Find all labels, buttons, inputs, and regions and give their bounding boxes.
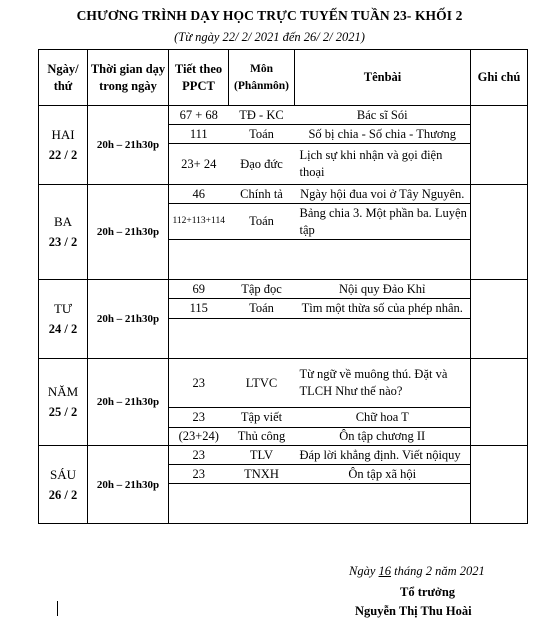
lesson-cell: Bác sĩ Sói bbox=[295, 106, 471, 125]
period-cell: 46 bbox=[169, 185, 229, 204]
period-cell: 23 bbox=[169, 446, 229, 465]
col-header-day: Ngày/ thứ bbox=[39, 50, 88, 106]
lesson-cell: Chữ hoa T bbox=[295, 408, 471, 428]
lesson-cell bbox=[295, 319, 471, 359]
day-cell bbox=[39, 185, 88, 280]
lesson-cell: Nội quy Đảo Khỉ bbox=[295, 280, 471, 299]
subject-cell bbox=[229, 319, 295, 359]
period-cell: 69 bbox=[169, 280, 229, 299]
subject-cell: Toán bbox=[229, 125, 295, 144]
day-date: 24 / 2 bbox=[48, 322, 78, 336]
note-cell bbox=[471, 280, 528, 359]
col-header-period: Tiết theo PPCT bbox=[169, 50, 229, 106]
period-cell: 23 bbox=[169, 359, 229, 408]
day-name: NĂM bbox=[47, 384, 79, 399]
period-cell: 67 + 68 bbox=[169, 106, 229, 125]
time-cell: 20h – 21h30p bbox=[88, 185, 169, 280]
lesson-cell: Ngày hội đua voi ở Tây Nguyên. bbox=[295, 185, 471, 204]
lesson-cell: Ôn tập chương II bbox=[295, 428, 471, 446]
col-header-lesson: Tênbài bbox=[295, 50, 471, 106]
lesson-cell bbox=[295, 240, 471, 280]
time-cell: 20h – 21h30p bbox=[88, 359, 169, 446]
signature-date: Ngày 16 tháng 2 năm 2021 bbox=[349, 564, 485, 578]
period-cell: 111 bbox=[169, 125, 229, 144]
date-range-subtitle: (Từ ngày 22/ 2/ 2021 đến 26/ 2/ 2021) bbox=[174, 30, 365, 44]
table-row bbox=[39, 359, 528, 408]
lesson-cell: Lịch sự khi nhận và gọi điện thoại bbox=[295, 144, 471, 185]
day-name: BA bbox=[53, 214, 73, 229]
table-row bbox=[39, 106, 528, 125]
subject-cell bbox=[229, 484, 295, 524]
day-date: 26 / 2 bbox=[48, 487, 78, 502]
signer-name: Nguyễn Thị Thu Hoài bbox=[355, 604, 472, 618]
period-cell: 115 bbox=[169, 299, 229, 319]
col-header-time: Thời gian dạy trong ngày bbox=[88, 50, 169, 106]
subject-cell: LTVC bbox=[229, 359, 295, 408]
subject-cell bbox=[229, 240, 295, 280]
subject-cell: Đạo đức bbox=[229, 144, 295, 185]
period-cell: (23+24) bbox=[169, 428, 229, 446]
lesson-cell: Ôn tập xã hội bbox=[295, 465, 471, 484]
lesson-cell: Số bị chia - Số chia - Thương bbox=[295, 125, 471, 144]
day-date: 23 / 2 bbox=[48, 235, 78, 249]
table-row bbox=[39, 185, 528, 204]
day-name: TƯ bbox=[53, 301, 73, 316]
lesson-cell: Bảng chia 3. Một phần ba. Luyện tập bbox=[295, 204, 471, 240]
signer-role: Tổ trưởng bbox=[400, 585, 456, 599]
note-cell bbox=[471, 446, 528, 524]
period-cell bbox=[169, 240, 229, 280]
col-header-note: Ghi chú bbox=[471, 50, 528, 106]
subject-cell: Chính tả bbox=[229, 185, 295, 204]
lesson-cell: Từ ngữ về muông thú. Đặt và TLCH Như thế nào? bbox=[295, 359, 471, 408]
time-cell: 20h – 21h30p bbox=[88, 106, 169, 185]
subject-cell: TNXH bbox=[229, 465, 295, 484]
lesson-cell: Tìm một thừa số của phép nhân. bbox=[295, 299, 471, 319]
subject-cell: TĐ - KC bbox=[229, 106, 295, 125]
lesson-cell: Đáp lời khẳng định. Viết nộiquy bbox=[295, 446, 471, 465]
day-cell bbox=[39, 106, 88, 185]
period-cell: 112+113+114 bbox=[169, 204, 229, 240]
period-cell bbox=[169, 484, 229, 524]
day-name: HAI bbox=[51, 127, 75, 142]
note-cell bbox=[471, 185, 528, 280]
time-cell: 20h – 21h30p bbox=[88, 446, 169, 524]
subject-cell: Toán bbox=[229, 204, 295, 240]
period-cell bbox=[169, 319, 229, 359]
text-cursor-mark bbox=[57, 601, 58, 616]
subject-cell: Toán bbox=[229, 299, 295, 319]
period-cell: 23 bbox=[169, 465, 229, 484]
time-cell: 20h – 21h30p bbox=[88, 280, 169, 359]
table-row bbox=[39, 280, 528, 299]
day-cell bbox=[39, 446, 88, 524]
col-header-subject: Môn (Phânmôn) bbox=[229, 50, 295, 106]
subject-cell: Tập đọc bbox=[229, 280, 295, 299]
day-date: 25 / 2 bbox=[48, 405, 78, 419]
note-cell bbox=[471, 359, 528, 446]
lesson-cell bbox=[295, 484, 471, 524]
table-row bbox=[39, 446, 528, 465]
subject-cell: Thủ công bbox=[229, 428, 295, 446]
period-cell: 23 bbox=[169, 408, 229, 428]
page-title: CHƯƠNG TRÌNH DẠY HỌC TRỰC TUYẾN TUẦN 23- KHỐI 2 bbox=[76, 8, 463, 23]
note-cell bbox=[471, 106, 528, 185]
day-name: SÁU bbox=[49, 466, 76, 482]
schedule-table bbox=[38, 49, 528, 524]
period-cell: 23+ 24 bbox=[169, 144, 229, 185]
day-cell bbox=[39, 280, 88, 359]
subject-cell: Tập viết bbox=[229, 408, 295, 428]
header-row bbox=[39, 50, 528, 106]
day-date: 22 / 2 bbox=[48, 148, 78, 162]
day-cell bbox=[39, 359, 88, 446]
subject-cell: TLV bbox=[229, 446, 295, 465]
